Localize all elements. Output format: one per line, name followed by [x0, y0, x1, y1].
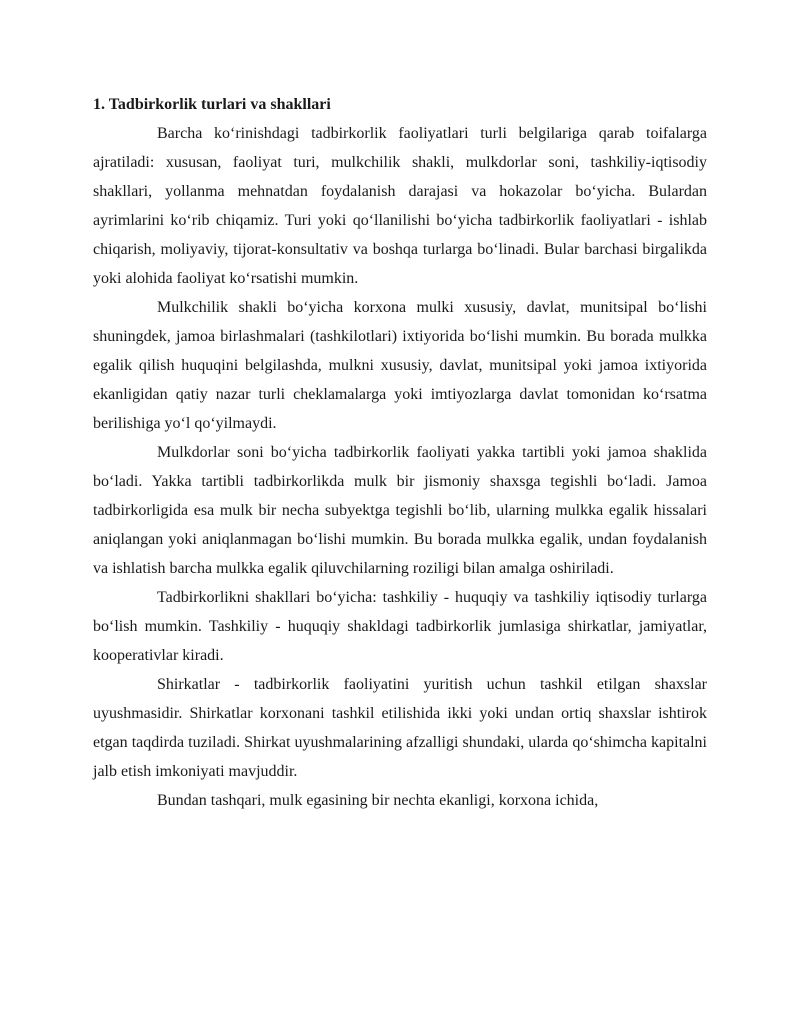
- paragraph-1: Barcha koʻrinishdagi tadbirkorlik faoliyatlari turli belgilariga qarab toifalarga ajratiladi: xususan, faoliyat turi, mulkchilik shakli, mulkdorlar soni, tashkiliy-iqtisodiy shakllari, yollanma mehnatdan foydalanish darajasi va hokazolar boʻyicha. Bulardan ayrimlarini koʻrib chiqamiz. Turi yoki qoʻllanilishi boʻyicha tadbirkorlik faoliyatlari - ishlab chiqarish, moliyaviy, tijorat-konsultativ va boshqa turlarga boʻlinadi. Bular barchasi birgalikda yoki alohida faoliyat koʻrsatishi mumkin.: [93, 125, 707, 287]
- paragraph-5: Shirkatlar - tadbirkorlik faoliyatini yuritish uchun tashkil etilgan shaxslar uyushmasidir. Shirkatlar korxonani tashkil etilishida ikki yoki undan ortiq shaxslar ishtirok etgan taqdirda tuziladi. Shirkat uyushmalarining afzalligi shundaki, ularda qoʻshimcha kapitalni jalb etish imkoniyati mavjuddir.: [93, 676, 707, 780]
- section-heading: 1. Tadbirkorlik turlari va shakllari: [93, 96, 331, 113]
- paragraph-2: Mulkchilik shakli boʻyicha korxona mulki xususiy, davlat, munitsipal boʻlishi shuningdek, jamoa birlashmalari (tashkilotlari) ixtiyorida boʻlishi mumkin. Bu borada mulkka egalik qilish huquqini belgilashda, mulkni xususiy, davlat, munitsipal yoki jamoa ixtiyorida ekanligidan qatiy nazar turli cheklamalarga yoki imtiyozlarga davlat tomonidan koʻrsatma berilishiga yoʻl qoʻyilmaydi.: [93, 299, 707, 432]
- paragraph-6: Bundan tashqari, mulk egasining bir nechta ekanligi, korxona ichida,: [157, 792, 599, 809]
- paragraph-3: Mulkdorlar soni boʻyicha tadbirkorlik faoliyati yakka tartibli yoki jamoa shaklida boʻladi. Yakka tartibli tadbirkorlikda mulk bir jismoniy shaxsga tegishli boʻladi. Jamoa tadbirkorligida esa mulk bir necha subyektga tegishli boʻlib, ularning mulkka egalik hissalari aniqlangan yoki aniqlanmagan boʻlishi mumkin. Bu borada mulkka egalik, undan foydalanish va ishlatish barcha mulkka egalik qiluvchilarning roziligi bilan amalga oshiriladi.: [93, 444, 707, 577]
- document-body: [93, 90, 707, 815]
- paragraph-4: Tadbirkorlikni shakllari boʻyicha: tashkiliy - huquqiy va tashkiliy iqtisodiy turlarga boʻlish mumkin. Tashkiliy - huquqiy shakldagi tadbirkorlik jumlasiga shirkatlar, jamiyatlar, kooperativlar kiradi.: [93, 589, 707, 664]
